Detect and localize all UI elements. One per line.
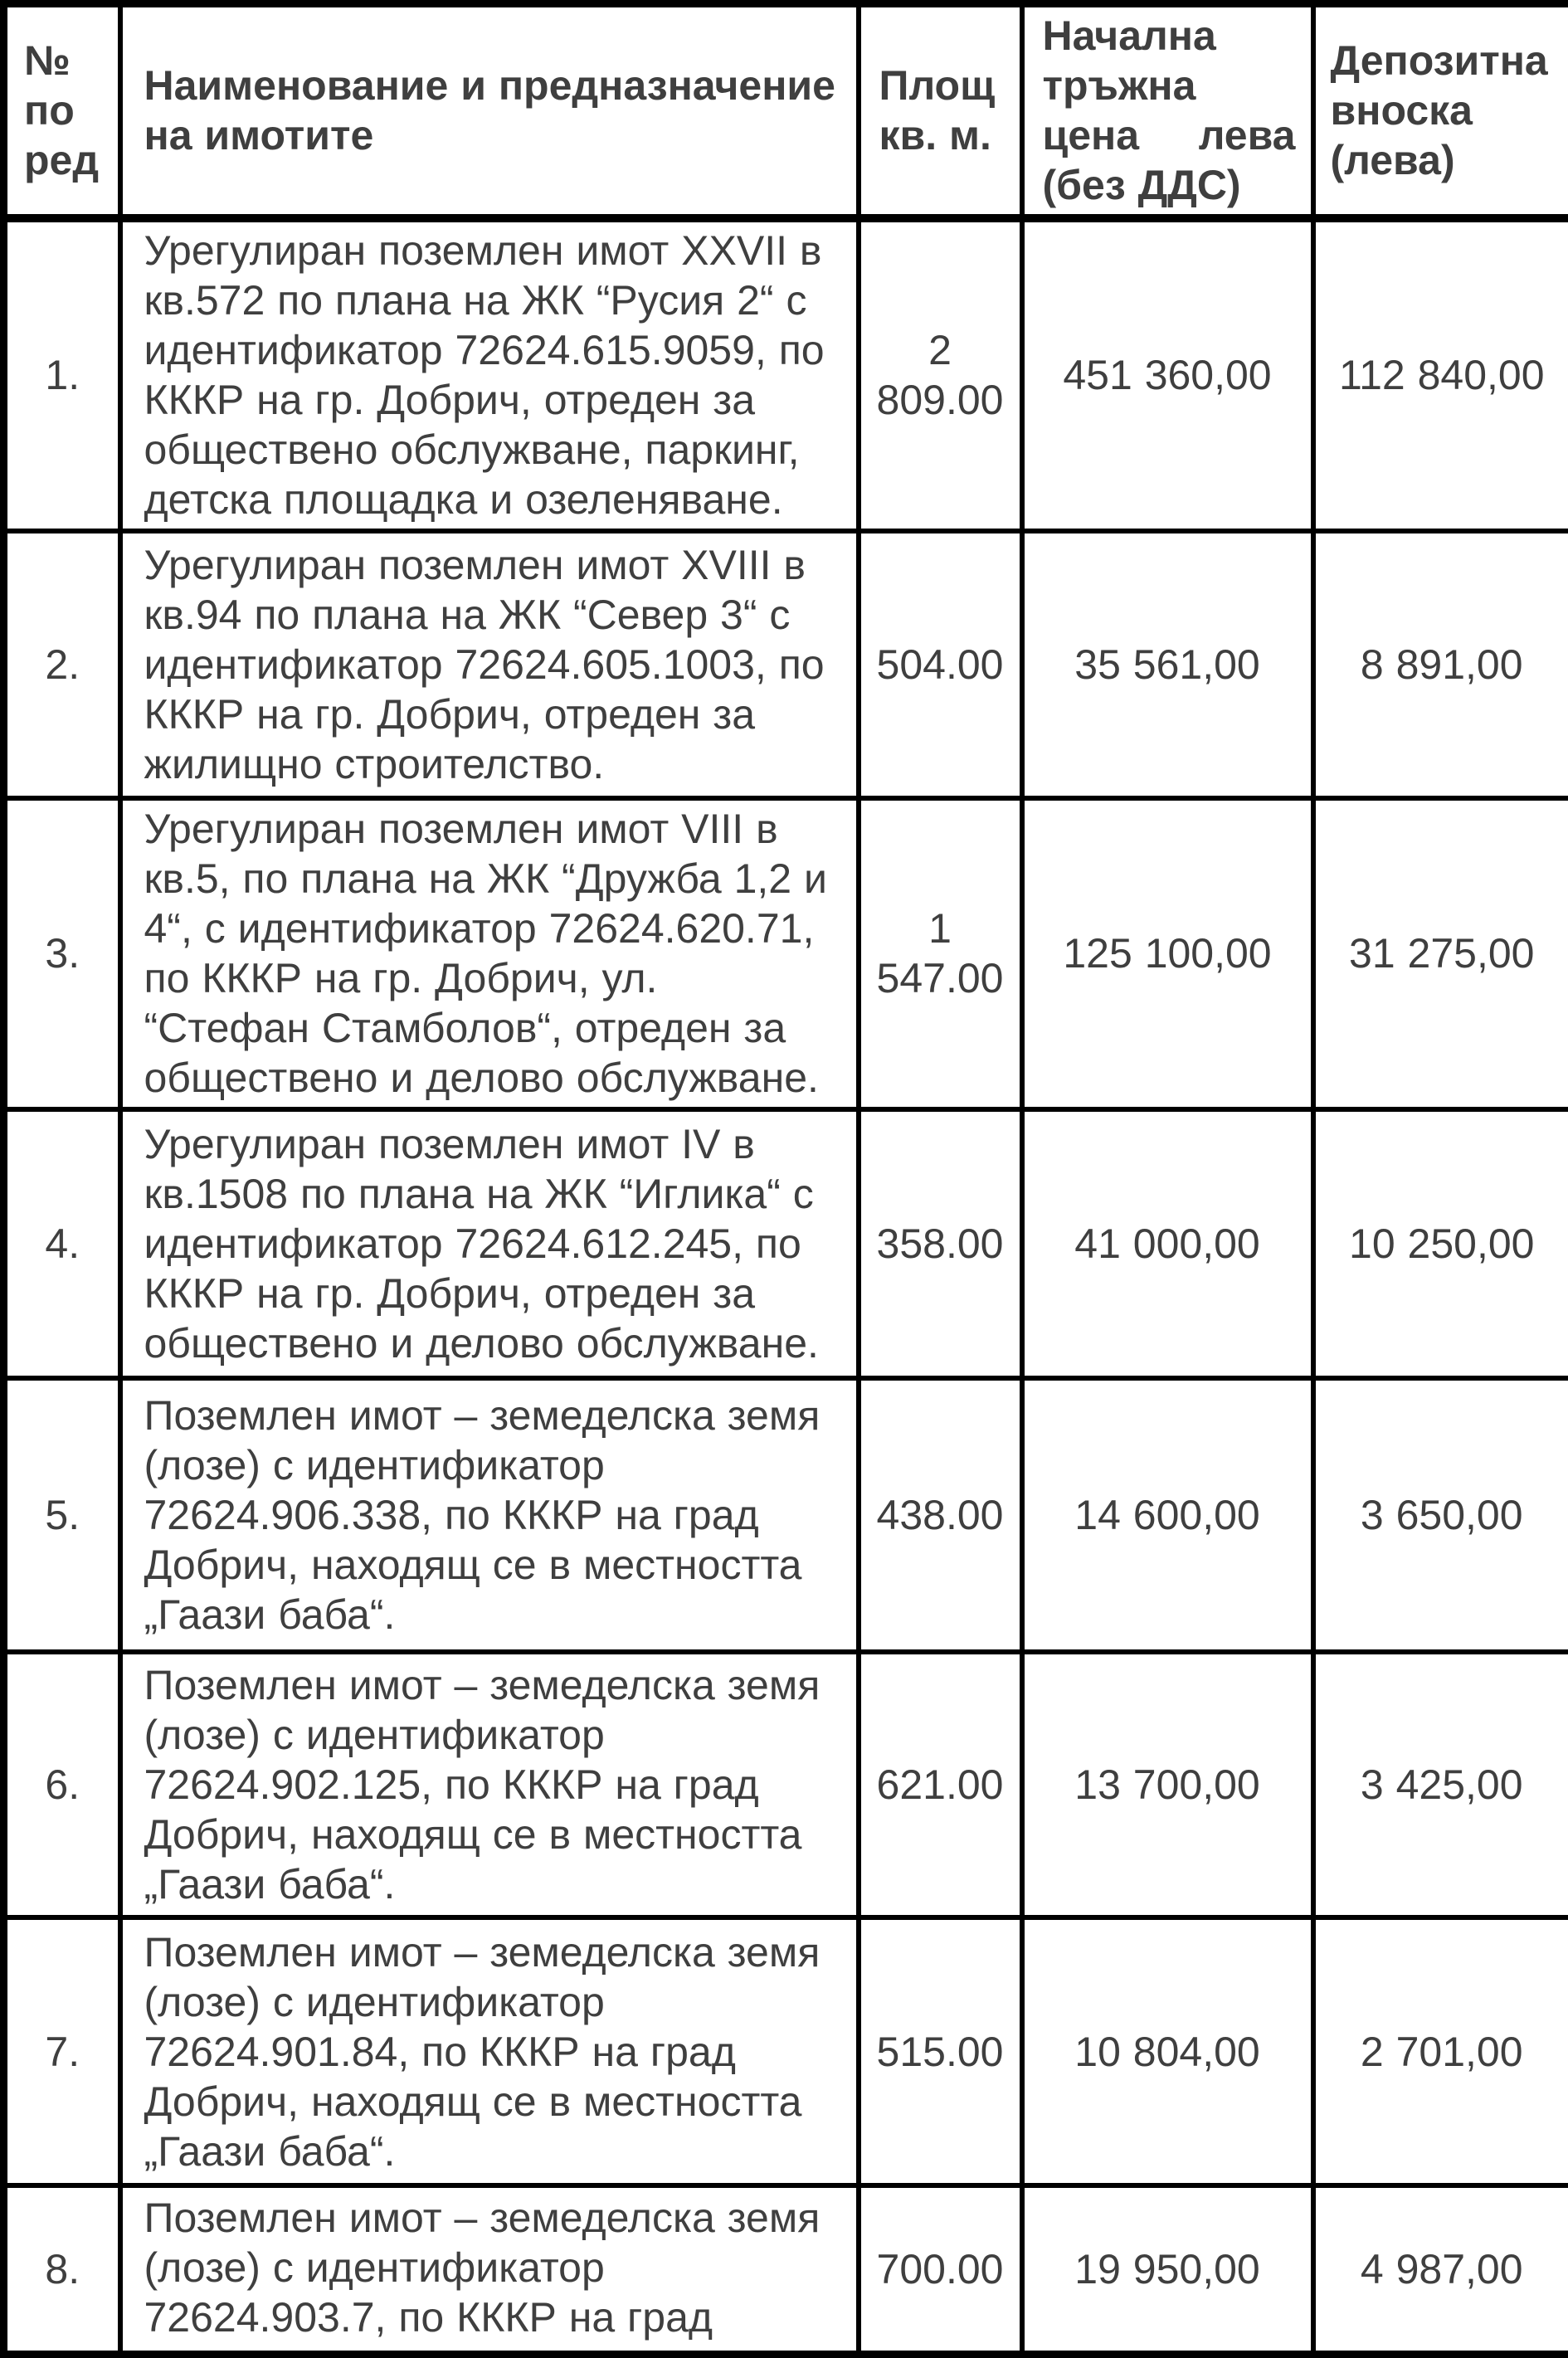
area-cell: 700.00 [859, 2185, 1022, 2354]
col-header-deposit: Депозитна вноска (лева) [1313, 4, 1568, 218]
area-cell: 358.00 [859, 1109, 1022, 1378]
starting-price-cell: 125 100,00 [1022, 798, 1313, 1109]
row-number-cell: 6. [4, 1652, 120, 1917]
deposit-cell: 31 275,00 [1313, 798, 1568, 1109]
table-body [4, 218, 1568, 2355]
deposit-cell: 10 250,00 [1313, 1109, 1568, 1378]
table-row [4, 798, 1568, 1109]
table-row [4, 218, 1568, 531]
deposit-cell: 3 650,00 [1313, 1378, 1568, 1652]
property-description-cell: Урегулиран поземлен имот VIII в кв.5, по плана на ЖК “Дружба 1,2 и 4“, с идентификатор 72624.620.71, по КККР на гр. Добрич, ул. “Стефан Стамболов“, отреден за обществено и делово обслужване. [120, 798, 859, 1109]
table-row [4, 1378, 1568, 1652]
row-number-cell: 7. [4, 1917, 120, 2186]
area-cell: 621.00 [859, 1652, 1022, 1917]
row-number-cell: 5. [4, 1378, 120, 1652]
table-row [4, 531, 1568, 798]
property-description-cell: Поземлен имот – земеделска земя (лозе) с идентификатор 72624.906.338, по КККР на град Добрич, находящ се в местността „Гаази баба“. [120, 1378, 859, 1652]
property-description-cell: Урегулиран поземлен имот IV в кв.1508 по плана на ЖК “Иглика“ с идентификатор 72624.612.245, по КККР на гр. Добрич, отреден за обществено и делово обслужване. [120, 1109, 859, 1378]
col-header-area: Площ кв. м. [859, 4, 1022, 218]
table-row [4, 2185, 1568, 2354]
deposit-cell: 112 840,00 [1313, 218, 1568, 531]
starting-price-cell: 14 600,00 [1022, 1378, 1313, 1652]
row-number-cell: 1. [4, 218, 120, 531]
deposit-cell: 4 987,00 [1313, 2185, 1568, 2354]
property-description-cell: Поземлен имот – земеделска земя (лозе) с идентификатор 72624.902.125, по КККР на град Добрич, находящ се в местността „Гаази баба“. [120, 1652, 859, 1917]
starting-price-cell: 13 700,00 [1022, 1652, 1313, 1917]
row-number-cell: 4. [4, 1109, 120, 1378]
property-description-cell: Урегулиран поземлен имот XVIII в кв.94 по плана на ЖК “Север 3“ с идентификатор 72624.605.1003, по КККР на гр. Добрич, отреден за жилищно строителство. [120, 531, 859, 798]
area-cell: 438.00 [859, 1378, 1022, 1652]
starting-price-cell: 451 360,00 [1022, 218, 1313, 531]
table-row [4, 1652, 1568, 1917]
col-header-starting-price: Начална тръжна цена лева (без ДДС) [1022, 4, 1313, 218]
property-description-cell: Поземлен имот – земеделска земя (лозе) с идентификатор 72624.901.84, по КККР на град Добрич, находящ се в местността „Гаази баба“. [120, 1917, 859, 2186]
property-description-cell: Урегулиран поземлен имот XXVII в кв.572 по плана на ЖК “Русия 2“ с идентификатор 72624.615.9059, по КККР на гр. Добрич, отреден за обществено обслужване, паркинг, детска площадка и озеленяване. [120, 218, 859, 531]
starting-price-cell: 19 950,00 [1022, 2185, 1313, 2354]
area-cell: 1 547.00 [859, 798, 1022, 1109]
area-cell: 504.00 [859, 531, 1022, 798]
deposit-cell: 8 891,00 [1313, 531, 1568, 798]
area-cell: 515.00 [859, 1917, 1022, 2186]
deposit-cell: 3 425,00 [1313, 1652, 1568, 1917]
area-cell: 2 809.00 [859, 218, 1022, 531]
deposit-cell: 2 701,00 [1313, 1917, 1568, 2186]
row-number-cell: 8. [4, 2185, 120, 2354]
col-header-row-number: № по ред [4, 4, 120, 218]
col-header-property-name: Наименование и предназначение на имотите [120, 4, 859, 218]
header-row [4, 4, 1568, 218]
starting-price-cell: 35 561,00 [1022, 531, 1313, 798]
table-row [4, 1917, 1568, 2186]
starting-price-cell: 10 804,00 [1022, 1917, 1313, 2186]
row-number-cell: 2. [4, 531, 120, 798]
property-description-cell: Поземлен имот – земеделска земя (лозе) с идентификатор 72624.903.7, по КККР на град [120, 2185, 859, 2354]
starting-price-cell: 41 000,00 [1022, 1109, 1313, 1378]
row-number-cell: 3. [4, 798, 120, 1109]
table-row [4, 1109, 1568, 1378]
table-header [4, 4, 1568, 218]
